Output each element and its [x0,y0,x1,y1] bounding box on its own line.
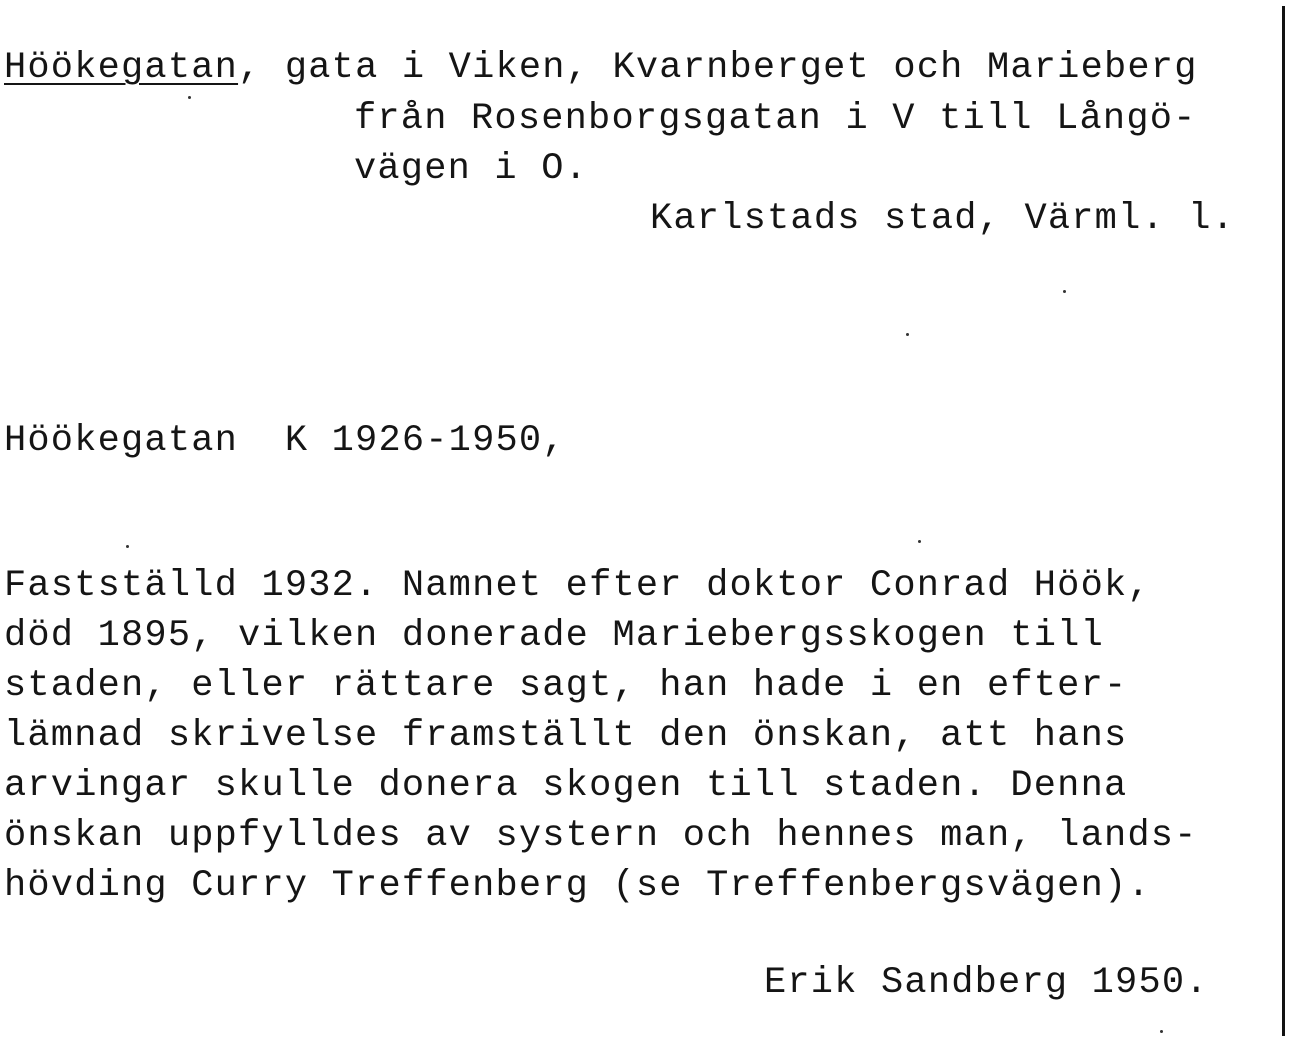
scan-speck [906,333,909,336]
scan-speck [1160,1030,1163,1033]
header-line-3: vägen i O. [354,148,589,190]
street-name-heading: Höökegatan [4,47,239,89]
naming-record-line: Höökegatan K 1926-1950, [4,420,566,462]
description-line: död 1895, vilken donerade Mariebergsskogen till [4,615,1104,657]
header-line-1 [4,48,1198,88]
scan-speck [188,96,191,99]
signature-line: Erik Sandberg 1950. [764,962,1209,1004]
card-edge-rule [1282,6,1285,1036]
header-line-2: från Rosenborgsgatan i V till Långö- [354,98,1197,140]
description-line: önskan uppfylldes av systern och hennes man, lands- [4,815,1198,857]
description-line: staden, eller rättare sagt, han hade i en efter- [4,665,1128,707]
scan-speck [918,540,921,543]
scan-speck [1063,290,1066,293]
header-line-1-rest: , gata i Viken, Kvarnberget och Marieberg [238,47,1198,89]
description-line: Fastställd 1932. Namnet efter doktor Conrad Höök, [4,565,1151,607]
description-line: lämnad skrivelse framställt den önskan, att hans [4,715,1128,757]
location-line: Karlstads stad, Värml. l. [650,198,1236,240]
description-line: hövding Curry Treffenberg (se Treffenbergsvägen). [4,865,1151,907]
description-line: arvingar skulle donera skogen till staden. Denna [4,765,1128,807]
scan-speck [126,545,129,548]
